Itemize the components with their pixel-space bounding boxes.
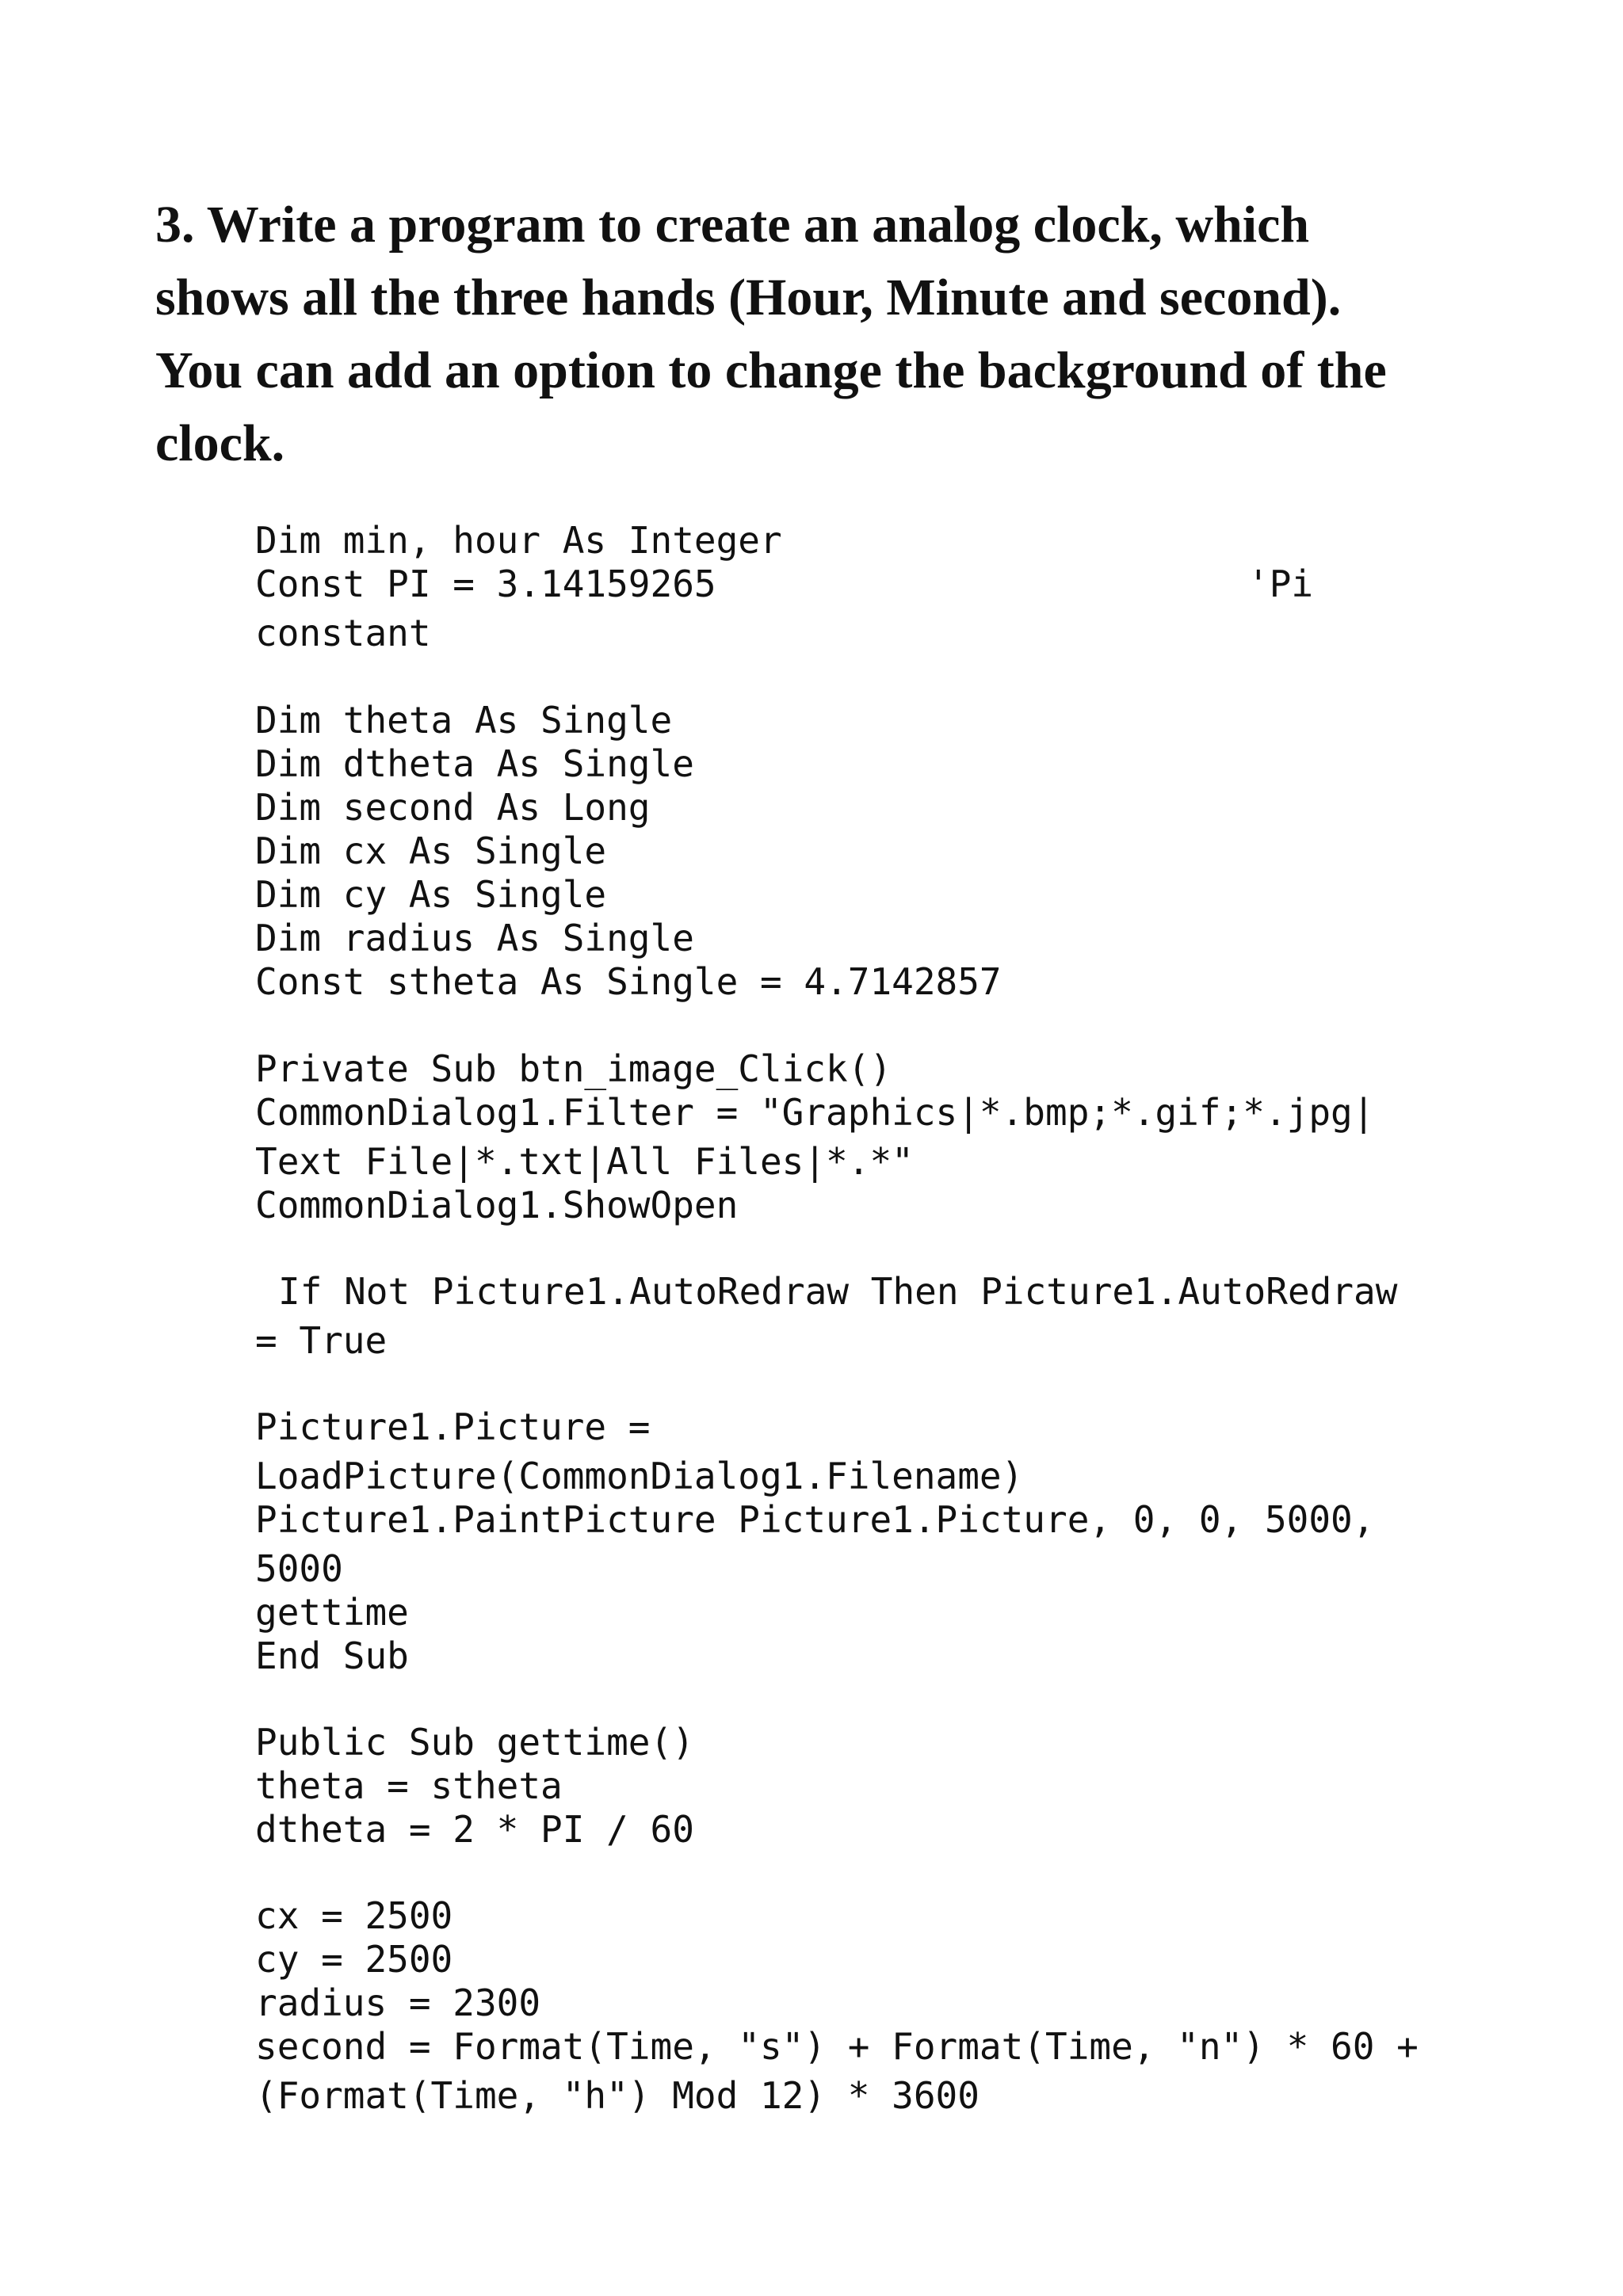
heading-line: shows all the three hands (Hour, Minute and second).	[155, 269, 1342, 326]
heading-line: 3. Write a program to create an analog clock, which	[155, 196, 1310, 254]
code-line: LoadPicture(CommonDialog1.Filename)	[255, 1455, 1024, 1497]
heading-line: clock.	[155, 414, 285, 472]
code-line: Dim radius As Single	[255, 917, 694, 959]
code-line: radius = 2300	[255, 1981, 541, 2024]
code-line: Dim dtheta As Single	[255, 742, 694, 785]
code-line: 5000	[255, 1547, 343, 1590]
code-line: Dim cy As Single	[255, 873, 607, 916]
code-line: Const PI = 3.14159265	[255, 563, 716, 605]
code-line: cy = 2500	[255, 1938, 453, 1981]
code-line: Public Sub gettime()	[255, 1721, 694, 1764]
code-line: second = Format(Time, "s") + Format(Time, "n") * 60 +	[255, 2025, 1419, 2068]
code-line: Dim theta As Single	[255, 699, 673, 742]
code-line: Private Sub btn_image_Click()	[255, 1047, 892, 1090]
code-line: Picture1.Picture =	[255, 1405, 651, 1448]
code-line: gettime	[255, 1591, 409, 1634]
code-line: Dim cx As Single	[255, 830, 607, 872]
code-line: cx = 2500	[255, 1894, 453, 1937]
code-line: = True	[255, 1319, 388, 1362]
code-line: constant	[255, 612, 431, 654]
code-line: Const stheta As Single = 4.7142857	[255, 960, 1002, 1003]
heading-line: You can add an option to change the background of the	[155, 341, 1387, 399]
code-line: dtheta = 2 * PI / 60	[255, 1808, 694, 1851]
code-line: Dim min, hour As Integer	[255, 519, 782, 562]
code-comment: 'Pi	[1247, 563, 1314, 605]
code-line: theta = stheta	[255, 1764, 563, 1807]
code-line: Dim second As Long	[255, 786, 651, 829]
code-line: If Not Picture1.AutoRedraw Then Picture1.AutoRedraw	[278, 1270, 1398, 1313]
code-line: CommonDialog1.ShowOpen	[255, 1184, 739, 1226]
code-line: CommonDialog1.Filter = "Graphics|*.bmp;*.gif;*.jpg|	[255, 1091, 1375, 1134]
code-line: Text File|*.txt|All Files|*.*"	[255, 1140, 914, 1183]
code-line: End Sub	[255, 1634, 409, 1677]
code-line: (Format(Time, "h") Mod 12) * 3600	[255, 2074, 980, 2117]
code-line: Picture1.PaintPicture Picture1.Picture, 0, 0, 5000,	[255, 1498, 1375, 1541]
